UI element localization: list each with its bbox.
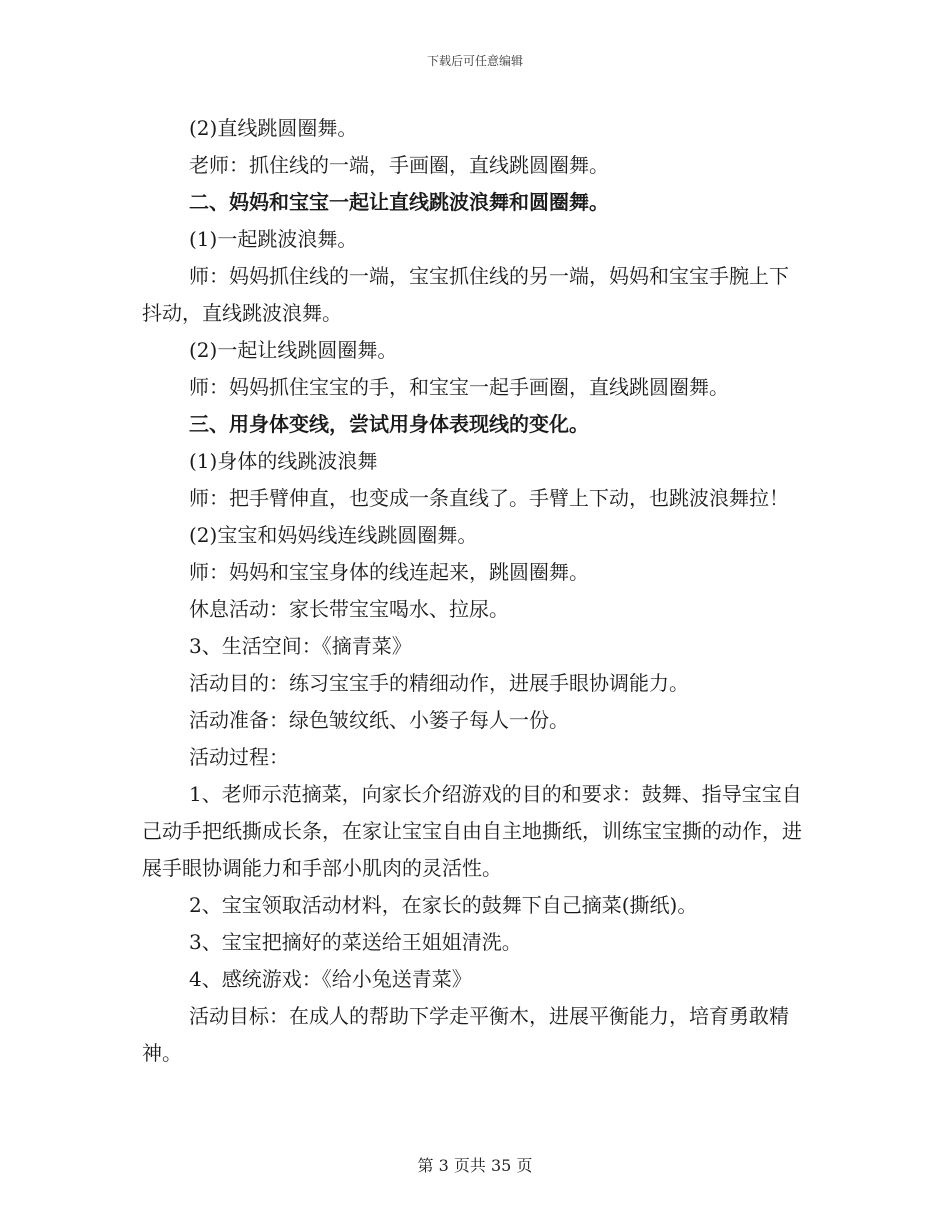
paragraph: 4、感统游戏：《给小兔送青菜》 <box>189 967 472 991</box>
section-heading: 二、妈妈和宝宝一起让直线跳波浪舞和圆圈舞。 <box>189 190 609 214</box>
paragraph: (2)直线跳圆圈舞。 <box>189 116 358 140</box>
paragraph: 休息活动：家长带宝宝喝水、拉尿。 <box>189 597 509 621</box>
paragraph: (2)宝宝和妈妈线连线跳圆圈舞。 <box>189 523 478 547</box>
paragraph: 师：妈妈和宝宝身体的线连起来，跳圆圈舞。 <box>189 560 589 584</box>
page-header: 下载后可任意编辑 <box>426 54 523 68</box>
paragraph: (1)身体的线跳波浪舞 <box>189 449 378 473</box>
paragraph: 3、生活空间：《摘青菜》 <box>189 634 412 658</box>
paragraph: 活动过程： <box>189 745 289 769</box>
paragraph: 活动准备：绿色皱纹纸、小篓子每人一份。 <box>189 708 569 732</box>
paragraph: (1)一起跳波浪舞。 <box>189 227 358 251</box>
page-footer: 第 3 页共 35 页 <box>417 1156 533 1175</box>
paragraph: 师：妈妈抓住线的一端，宝宝抓住线的另一端，妈妈和宝宝手腕上下抖动，直线跳波浪舞。 <box>142 264 789 325</box>
document-body <box>142 110 802 1072</box>
paragraph: (2)一起让线跳圆圈舞。 <box>189 338 398 362</box>
paragraph: 活动目标：在成人的帮助下学走平衡木，进展平衡能力，培育勇敢精神。 <box>142 1004 789 1065</box>
paragraph: 1、老师示范摘菜，向家长介绍游戏的目的和要求：鼓舞、指导宝宝自己动手把纸撕成长条，在家让宝宝自由自主地撕纸，训练宝宝撕的动作，进展手眼协调能力和手部小肌肉的灵活性。 <box>142 782 802 880</box>
paragraph: 师：把手臂伸直，也变成一条直线了。手臂上下动，也跳波浪舞拉！ <box>189 486 789 510</box>
paragraph: 3、宝宝把摘好的菜送给王姐姐清洗。 <box>189 930 522 954</box>
paragraph: 师：妈妈抓住宝宝的手，和宝宝一起手画圈，直线跳圆圈舞。 <box>189 375 729 399</box>
section-heading: 三、用身体变线，尝试用身体表现线的变化。 <box>189 412 589 436</box>
paragraph: 老师：抓住线的一端，手画圈，直线跳圆圈舞。 <box>189 153 609 177</box>
paragraph: 2、宝宝领取活动材料，在家长的鼓舞下自己摘菜(撕纸)。 <box>189 893 698 917</box>
paragraph: 活动目的：练习宝宝手的精细动作，进展手眼协调能力。 <box>189 671 689 695</box>
